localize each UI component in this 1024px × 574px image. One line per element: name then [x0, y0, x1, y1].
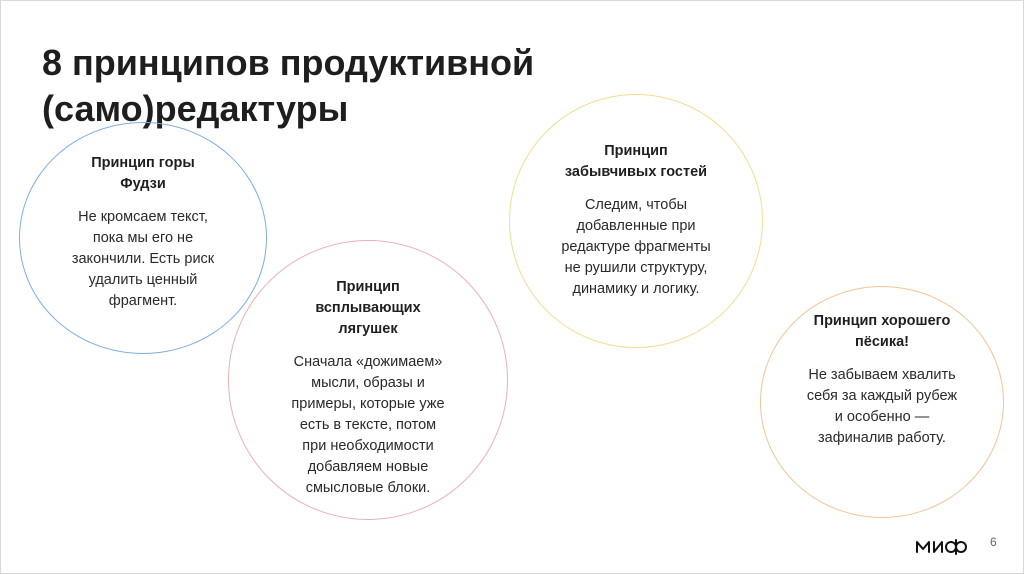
- principle-title: Принцип горы Фудзи: [91, 155, 195, 192]
- principle-title: Принцип забывчивых гостей: [564, 143, 708, 180]
- principle-circle-guests: [509, 94, 763, 348]
- publisher-logo: [915, 536, 971, 556]
- page-number: 6: [990, 535, 997, 549]
- principle-circle-dog: [760, 286, 1004, 518]
- principle-text: Не забываем хвалить себя за каждый рубеж и особенно — зафиналив работу.: [806, 367, 958, 446]
- principle-text: Сначала «дожимаем» мысли, образы и примеры, которые уже есть в тексте, потом при необходимости добавляем новые смысловые блоки.: [291, 354, 445, 496]
- principle-text: Следим, чтобы добавленные при редактуре фрагменты не рушили структуру, динамику и логику.: [561, 197, 711, 297]
- principle-circle-fuji: [19, 122, 267, 354]
- principle-title: Принцип хорошего пёсика!: [813, 313, 951, 350]
- principle-text: Не кромсаем текст, пока мы его не закончили. Есть риск удалить ценный фрагмент.: [71, 209, 215, 309]
- principle-circle-frogs: [228, 240, 508, 520]
- slide-title: 8 принципов продуктивной (само)редактуры: [42, 42, 535, 129]
- principle-title: Принцип всплывающих лягушек: [315, 279, 421, 337]
